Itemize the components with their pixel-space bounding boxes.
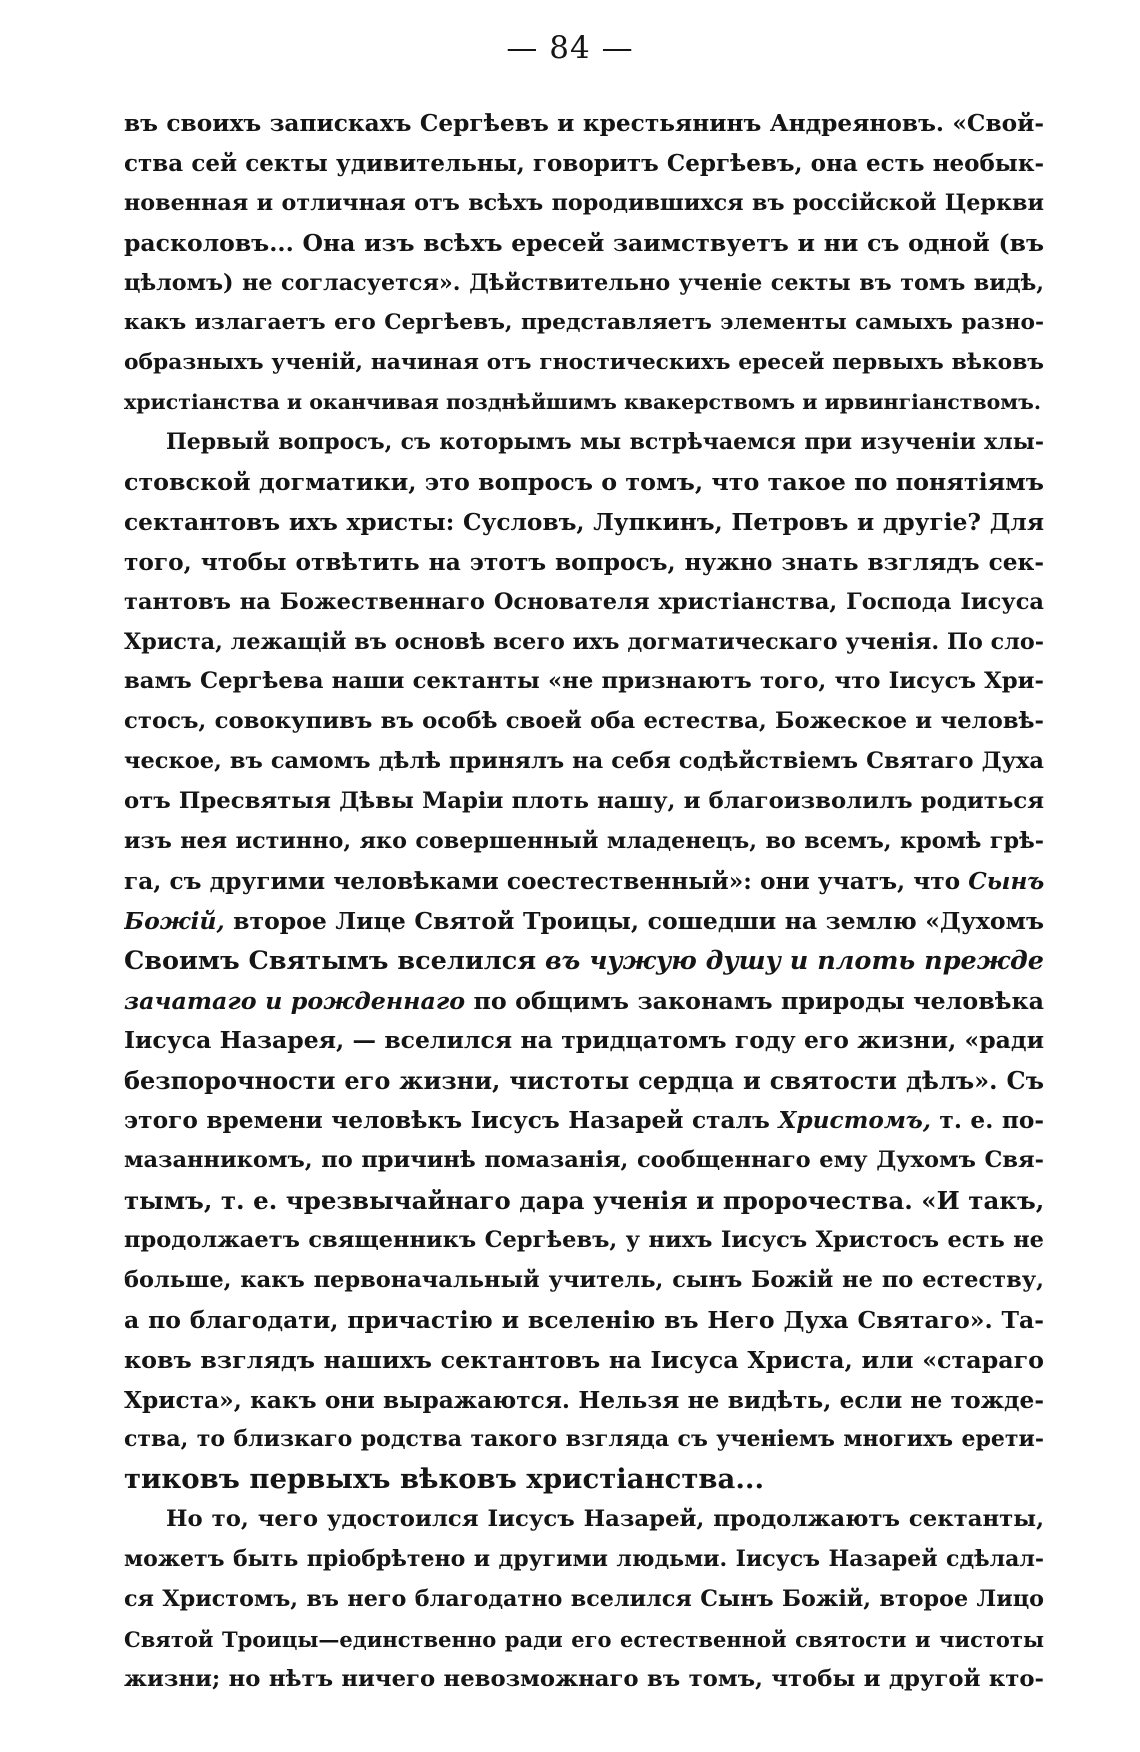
text-line: больше, какъ первоначальный учитель, сынъ Божій не по естеству, bbox=[124, 1266, 1044, 1293]
text-line: этого времени человѣкъ Іисусъ Назарей сталъ Христомъ, т. е. по- bbox=[124, 1107, 1044, 1135]
text-line: стосъ, совокупивъ въ особѣ своей оба естества, Божеское и человѣ- bbox=[124, 708, 1044, 735]
text-line: га, съ другими человѣками соестественный»: они учатъ, что Сынъ bbox=[124, 867, 1044, 895]
text-line: въ своихъ запискахъ Сергѣевъ и крестьянинъ Андреяновъ. «Свой- bbox=[124, 110, 1044, 137]
text-line: отъ Пресвятыя Дѣвы Маріи плоть нашу, и благоизволилъ родиться bbox=[124, 788, 1044, 815]
text-line: Божій, второе Лице Святой Троицы, сошедши на землю «Духомъ bbox=[124, 906, 1044, 935]
text-line: Христа, лежащій въ основѣ всего ихъ догматическаго ученія. По сло- bbox=[124, 628, 1044, 655]
text-line: Святой Троицы—единственно ради его естественной святости и чистоты bbox=[124, 1626, 1044, 1652]
text-line: Своимъ Святымъ вселился въ чужую душу и плоть прежде bbox=[124, 945, 1044, 976]
text-line: ства, то близкаго родства такого взгляда съ ученіемъ многихъ ерети- bbox=[124, 1426, 1044, 1453]
text-line: сектантовъ ихъ христы: Сусловъ, Лупкинъ, Петровъ и другіе? Для bbox=[124, 508, 1044, 536]
text-line: Христа», какъ они выражаются. Нельзя не видѣть, если не тожде- bbox=[124, 1386, 1044, 1414]
text-line: цѣломъ) не согласуется». Дѣйствительно ученіе секты въ томъ видѣ, bbox=[124, 269, 1044, 296]
text-line: ковъ взглядъ нашихъ сектантовъ на Іисуса Христа, или «стараго bbox=[124, 1345, 1044, 1374]
italic-phrase: Божій, bbox=[124, 906, 225, 935]
paragraph-end-line: тиковъ первыхъ вѣковъ христіанства... bbox=[124, 1463, 765, 1496]
paragraph-start-line: Первый вопросъ, съ которымъ мы встрѣчаемся при изученіи хлы- bbox=[166, 429, 1044, 456]
text-line: жизни; но нѣтъ ничего невозможнаго въ томъ, чтобы и другой кто- bbox=[124, 1665, 1044, 1692]
text-line: ческое, въ самомъ дѣлѣ принялъ на себя содѣйствіемъ Святаго Духа bbox=[124, 748, 1044, 775]
text-line: какъ излагаетъ его Сергѣевъ, представляетъ элементы самыхъ разно- bbox=[124, 310, 1044, 336]
text-line: вамъ Сергѣева наши сектанты «не признаютъ того, что Іисусъ Хри- bbox=[124, 668, 1044, 695]
text-line: новенная и отличная отъ всѣхъ породившихся въ россійской Церкви bbox=[124, 189, 1044, 216]
text-line: стовской догматики, это вопросъ о томъ, что такое по понятіямъ bbox=[124, 468, 1044, 497]
text-line: мазанникомъ, по причинѣ помазанія, сообщеннаго ему Духомъ Свя- bbox=[124, 1147, 1044, 1174]
italic-phrase: въ чужую душу и плоть прежде bbox=[545, 945, 1044, 976]
italic-phrase: Сынъ bbox=[968, 867, 1044, 895]
text-line: тантовъ на Божественнаго Основателя христіанства, Господа Іисуса bbox=[124, 588, 1044, 615]
text-line: образныхъ ученій, начиная отъ гностическихъ ересей первыхъ вѣковъ bbox=[124, 350, 1044, 376]
text-line: того, чтобы отвѣтить на этотъ вопросъ, нужно знать взглядъ сек- bbox=[124, 548, 1044, 576]
paragraph-end-line: христіанства и оканчивая позднѣйшимъ квакерствомъ и ирвингіанствомъ. bbox=[124, 390, 1041, 415]
page-number: — 84 — bbox=[506, 30, 634, 66]
italic-phrase: зачатаго и рожденнаго bbox=[124, 986, 466, 1015]
text-line: ства сей секты удивительны, говоритъ Сергѣевъ, она есть необык- bbox=[124, 149, 1044, 177]
paragraph-start-line: Но то, чего удостоился Іисусъ Назарей, продолжаютъ сектанты, bbox=[166, 1506, 1044, 1533]
text-line: продолжаетъ священникъ Сергѣевъ, у нихъ Іисусъ Христосъ есть не bbox=[124, 1226, 1044, 1253]
text-line: тымъ, т. е. чрезвычайнаго дара ученія и пророчества. «И такъ, bbox=[124, 1186, 1044, 1216]
text-line: ся Христомъ, въ него благодатно вселился Сынъ Божій, второе Лицо bbox=[124, 1585, 1044, 1612]
text-line: безпорочности его жизни, чистоты сердца и святости дѣлъ». Съ bbox=[124, 1066, 1044, 1096]
body-text bbox=[124, 104, 1044, 1700]
text-line: а по благодати, причастію и вселенію въ Него Духа Святаго». Та- bbox=[124, 1305, 1044, 1334]
italic-phrase: Христомъ, bbox=[778, 1107, 931, 1135]
text-line: зачатаго и рожденнаго по общимъ законамъ природы человѣка bbox=[124, 986, 1044, 1015]
text-line: можетъ быть пріобрѣтено и другими людьми. Іисусъ Назарей сдѣлал- bbox=[124, 1546, 1044, 1573]
text-line: расколовъ... Она изъ всѣхъ ересей заимствуетъ и ни съ одной (въ bbox=[124, 228, 1044, 257]
text-line: изъ нея истинно, яко совершенный младенецъ, во всемъ, кромѣ грѣ- bbox=[124, 828, 1044, 855]
text-line: Іисуса Назарея, — вселился на тридцатомъ году его жизни, «ради bbox=[124, 1026, 1044, 1055]
